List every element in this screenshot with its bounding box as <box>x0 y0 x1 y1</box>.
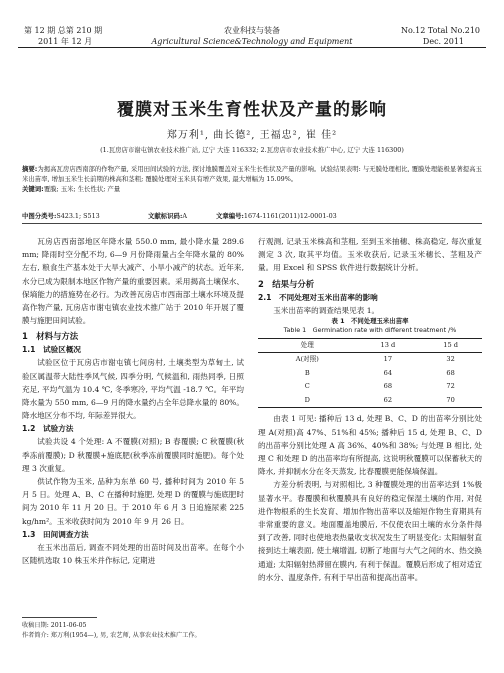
table-intro: 玉米出苗率的调查结果见表 1。 <box>273 305 380 315</box>
continued-paragraph: 行观测, 记录玉米株高和茎粗, 至到玉米抽穗、株高稳定, 每次重复测定 3 次, 取其平均值。玉米收获后, 记录玉米穗长、茎粗及产量。用 Excel 和 SPSS 软件进行数据统计分析。 <box>258 237 482 273</box>
table-header-cell: 13 d <box>357 338 420 353</box>
clc-number <box>22 211 100 220</box>
crop-paragraph: 供试作物为玉米, 品种为东单 60 号, 播种时间为 2010 年 5 月 5 日。处理 A、B、C 在播种时施肥, 处理 D 的覆膜与施底肥时间为 2010 年 11 月 20 日。于 2010 年 6 月 3 日追施尿素 225 kg/hm²。玉米收获时间为 2010 年 9 月 26 日。 <box>22 477 244 526</box>
abstract-rule <box>22 223 482 224</box>
analysis-paragraph: 方差分析表明, 与对照相比, 3 种覆膜处理的出苗率达到 1%极显著水平。春覆膜和秋覆膜具有良好的稳定保湿土壤的作用, 对促进作物根系的生长发育、增加作物出苗率以及缩短作物生育期具有非常重要的意义。地面覆盖地膜后, 不仅使农田土壤的水分条件得到了改善, 同时也使地表热量收支状况发生了明显变化: 太阳辐射直接到达土壤表面, 使土壤增温, 切断了地面与大气之间的水、热交换通道; 太阳辐射热滞留在膜内, 有利于保温。覆膜后形成了相对适宜的水分、温度条件, 有利于早出苗和提高出苗率。 <box>258 480 482 582</box>
header-issue-en: No.12 Total No.210 <box>400 26 480 35</box>
table-cell: B <box>304 368 310 377</box>
left-column <box>22 235 244 567</box>
abstract-label: 摘要: <box>22 165 38 173</box>
table-row <box>258 367 482 381</box>
table-cell: C <box>304 382 310 391</box>
table-caption-en: Table 1 Germination rate with different treatment /% <box>283 325 457 334</box>
header-journal-en: Agricultural Science&Technology and Equipment <box>151 37 353 46</box>
header-date-en: Dec. 2011 <box>422 37 464 46</box>
keywords-label: 关键词: <box>22 185 44 193</box>
keywords-text: 覆膜; 玉米; 生长性状; 产量 <box>43 185 121 193</box>
survey-paragraph: 在玉米出苗后, 调查不同处理的出苗时间及出苗率。在每个小区随机选取 10 株玉米并作标记, 定期进 <box>22 542 244 566</box>
table-caption-cn: 表 1 不同处理玉米出苗率 <box>331 316 409 325</box>
author-intro: 作者简介: 郑万利(1954—), 男, 农艺师, 从事农业技术推广工作。 <box>22 632 201 639</box>
subsection-heading: 2.1 不同处理对玉米出苗率的影响 <box>258 292 378 302</box>
right-column <box>258 235 482 584</box>
subsection-heading: 1.2 试验方法 <box>22 424 74 434</box>
table-header-cell: 处理 <box>258 338 357 353</box>
articleno-value: 1674-1161(2011)12-0001-03 <box>243 212 337 220</box>
table-cell: D <box>258 394 357 408</box>
table-cell: 62 <box>357 394 420 408</box>
header-rule <box>18 47 486 48</box>
table-cell: 64 <box>383 368 393 377</box>
abstract-text: 为揭高瓦房店西南部的作物产量, 采用田间试验的方法, 探讨地膜覆盖对玉米生长性状及产量的影响。试验结果表明: 与无膜处理相比, 覆膜处理能极显著提高玉米出苗率, 增加玉米生长前期的株高和茎粗; 覆膜处理对玉米具有增产效果, 最大增幅为 15.09%。 <box>22 165 482 183</box>
article-title: 覆膜对玉米生育性状及产量的影响 <box>117 100 387 120</box>
table-cell: 17 <box>383 355 393 364</box>
header-date: 2011 年 12 月 <box>38 37 93 46</box>
subsection-heading: 1.3 田间调查方法 <box>22 529 89 539</box>
table-cell: 72 <box>446 382 455 391</box>
header-issue: 第 12 期 总第 210 期 <box>24 26 103 35</box>
table-cell: 70 <box>419 394 482 408</box>
clc-value: S423.1; S513 <box>56 212 100 220</box>
abstract <box>22 164 484 194</box>
section-heading: 1 材料与方法 <box>22 331 79 342</box>
table-row <box>258 380 482 394</box>
received-date: 收稿日期: 2011-06-05 <box>22 622 87 629</box>
results-paragraph: 由表 1 可见: 播种后 13 d, 处理 B、C、D 的出苗率分别比处理 A(对照)高 47%、51%和 45%; 播种后 15 d, 处理 B、C、D 的出苗率分别比处理 A 高 36%、40%和 38%; 与处理 B 相比, 处理 C 和处理 D 的出苗率均有所提高, 这说明秋覆膜可以保蓄秋天的降水, 并抑制水分在冬天蒸发, 比春覆膜更能保墒保温。 <box>258 414 482 477</box>
section-heading: 2 结果与分析 <box>258 278 315 289</box>
doccode-value: A <box>182 212 187 220</box>
articleno-label: 文章编号: <box>216 212 244 220</box>
subsection-heading: 1.1 试验区概况 <box>22 345 82 355</box>
table-row <box>258 353 482 367</box>
table-cell: A(对照) <box>295 355 319 364</box>
article-affiliation: (1.瓦房店市谢屯镇农业技术推广站, 辽宁 大连 116332; 2.瓦房店市农业技术推广中心, 辽宁 大连 116300) <box>100 146 404 154</box>
table-cell: 68 <box>446 368 455 377</box>
header-journal-cn: 农业科技与装备 <box>224 26 280 35</box>
clc-label: 中图分类号: <box>22 212 57 220</box>
doccode-label: 文献标识码: <box>148 212 183 220</box>
table-cell: 32 <box>446 355 455 364</box>
table-row <box>258 394 482 408</box>
germination-table <box>258 338 482 409</box>
table-header-row <box>258 338 482 353</box>
site-paragraph: 试验区位于瓦房店市谢屯镇七间房村, 土壤类型为草甸土, 试验区属温带大陆性季风气候, 四季分明, 气候温和, 雨热同季, 日照充足, 平均气温为 10.4 ℃, 冬季寒冷, 平均气温 -18.7 ℃。年平均降水量为 550 mm, 6—9 月的降水量约占全年总降水量的 80%。降水地区分布不均, 年际差异很大。 <box>22 358 244 421</box>
intro-paragraph: 瓦房店西南部地区年降水量 550.0 mm, 最小降水量 289.6 mm; 降雨时空分配不均, 6—9 月份降雨量占全年降水量的 80%左右, 粮食生产基本处于大旱大减产、小旱小减产的状态。近年来, 水分已成为限制本地区作物产量的重要因素。采用揭高土壤保水、保墒能力的措施势在必行。为改善瓦房店市西南部土壤水环境及提高作物产量, 瓦房店市谢屯镇农业技术推广站于 2010 年开展了覆膜与施肥田间试验。 <box>22 237 244 326</box>
table-cell: 68 <box>383 382 393 391</box>
document-code <box>148 211 187 220</box>
footnote <box>22 621 244 641</box>
table-header-cell: 15 d <box>419 338 482 353</box>
treatment-paragraph: 试验共设 4 个处理: A 不覆膜(对照); B 春覆膜; C 秋覆膜(秋季冻前覆膜); D 秋覆膜+施底肥(秋季冻前覆膜同时施肥)。每个处理 3 次重复。 <box>22 437 244 473</box>
article-authors: 郑万利¹, 曲长德², 王福忠², 崔 佳² <box>166 130 338 141</box>
article-number <box>216 211 337 220</box>
footnote-rule <box>22 617 97 618</box>
